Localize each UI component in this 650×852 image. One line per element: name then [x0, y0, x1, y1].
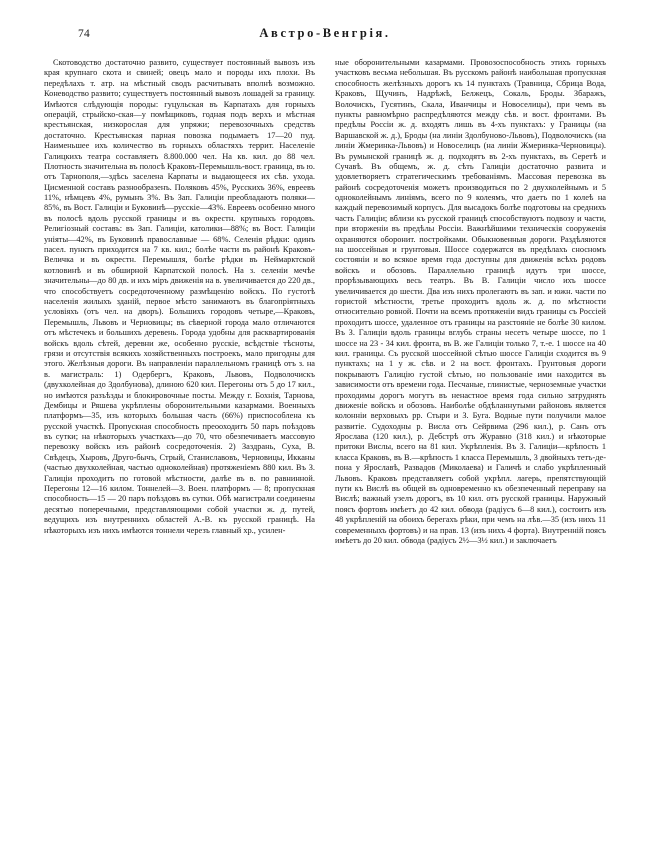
running-title: Австро-Венгрія. [259, 26, 391, 40]
page-number: 74 [78, 28, 90, 40]
page-header [44, 26, 606, 52]
paragraph: ные оборонительными казармами. Провозоспособность этихъ горныхъ участковъ весьма небольшая. Въ русскомъ районѣ наибольшая пропускная способность желѣзныхъ дорогъ къ 14 пунктахъ (Травница, Сбрица Вода, Краковъ, Щучинъ, Надрѣжѣ, Белжецъ, Сокаль, Броды. Збаражъ, Волочискъ, Гусятинъ, Скала, Иванчицы и Новоселицы), при чемъ въ пункты равномѣрно распредѣляются между сѣв. и вост. фронтами. Въ предѣлы Россіи ж. д. входятъ лишь въ 4-хъ пунктахъ: у Границы (на Варшавской ж. д.), Броды (на линіи Здолбуново-Львовъ), Подволочискъ (на линіи Жмеринка-Львовъ) и Новоселицъ (на линіи Жмеринка-Черновицы). Въ румынской границѣ ж. д. подходятъ въ 2-хъ пунктахъ, въ Серетѣ и Сучавѣ. Въ общемъ, ж. д. сѣть Галиціи достаточно развита и удовлетворяетъ стратегическимъ требованіямъ. Массовая перевозка въ районѣ сосредоточенія можетъ производиться по 2 двухколейнымъ и 5 одноколейнымъ линіямъ, всего по 9 колеямъ, что даетъ по 1 колеѣ на каждый перевозимый корпусъ. Для высадокъ болѣе подготовы на среднихъ часть Галиціи; вблизи къ русской границѣ способствуютъ подвозу и части, при вторженіи въ предѣлы Россіи. Важнѣйшими техническія сооруженія охраняются оборонит. постройками. Обыкновенныя дороги. Раздѣляются на шоссейныя и грунтовыя. Шоссе содержатся въ предѣлахъ сносномъ состояніи и во всякое время года доступны для движенія всѣхъ родовъ войскъ и обозовъ. Параллельно границѣ идутъ три шоссе, прорѣзывающихъ весь театръ. Въ В. Галиціи число ихъ шоссе увеличивается до шести. Два изъ нихъ пролегаютъ въ зап. и южн. части по гористой мѣстности, третье проходитъ вдоль ж. д. по мѣстности относительно ровной. Почти на всемъ протяженіи видъ границы съ Россіей проходитъ шоссе, удаленное отъ границы на разстояніе не болѣе 30 килом. Въ З. Галиціи вдоль границы вглубь страны несетъ четыре шоссе, по 1 шоссе на 23 - 34 кил. фронта, въ В. же Галиціи только 7, т.-е. 1 шоссе на 40 кил. границы. Съ русской шоссейной сѣтью шоссе Галиціи сходится въ 9 пунктахъ; на 1 у ж. сѣв. и 2 на вост. фронтахъ. Грунтовыя дороги покрываютъ Галицію густой сѣтью, но пользованіе ими находится въ зависимости отъ времени года. Песчаные, глинистые, черноземные участки проходимы дорогъ могутъ въ ненастное время года сильно затруднять движеніе войскъ и обозовъ. Наиболѣе обдѣланнутыми районовъ является колонніи верховыхъ рр. Стыри и З. Буга. Водные пути получили малое развитіе. Судоходны р. Висла отъ Сейрвима (296 кил.), р. Санъ отъ Ярослава (120 кил.), р. Дебстрѣ отъ Журавно (318 кил.) и нѣкоторые притоки Вислы, всего на 81 кил. Укрѣпленія. Въ З. Галиціи—крѣпость 1 класса Краковъ, въ В.—крѣпость 1 класса Перемышль, 3 двойныхъ тетъ-де-пона у Ярославѣ, Развадов (Миколаева) и Галичѣ и слабо укрѣпленный Львовъ. Краковъ представляетъ собой укрѣпл. лагерь, препятствующій пути къ Вислѣ въ общей въ одновременно къ обезпеченный переправу на Вислѣ; важный узелъ дорогъ, въ 10 кил. отъ русской границы. Наружный поясъ фортовъ имѣетъ до 42 кил. обвода (радіусъ 6—8 кил.), состоитъ изъ 48 укрѣпленій на обоихъ берегахъ рѣки, при чемъ на лѣв.—35 (изъ нихъ 11 современныхъ фортовъ) и на прав. 13 (изъ нихъ 4 форта). Внутренній поясъ имѣетъ до 20 кил. обвода (радіусъ 2½—3½ кил.) и заключаетъ [335, 58, 606, 545]
text-columns [44, 58, 606, 546]
column-left [44, 58, 315, 536]
paragraph: Скотоводство достаточно развито, существует постоянный вывозъ изъ края крупнаго скота и свиней; овецъ мало и породы ихъ плохи. Въ передѣлахъ т. атр. на мѣстный сводъ расчитывать вполнѣ возможно. Коневодство развито; существуетъ постоянный вывозъ лошадей за границу. Имѣются слѣдующія породы: гуцульская въ Карпатахъ для горныхъ операцій, стрыйско-ская—у помѣщиковъ, годная подъ верхъ и мѣстная крестьянская, низкорослая для упряжи; перевозочныхъ средствъ достаточно. Крестьянская парная повозка подымаетъ 17—20 пуд. Наименьшее ихъ количество въ горныхъ областяхъ террит. Населеніе Галицкихъ театра составляетъ 8.800.000 чел. На кв. кил. до 88 чел. Плотность значительна въ полосѣ Краковъ-Перемышль-вост. граница, въ ю. отъ Тарнополя,—здѣсь заселена Карпаты и выдающееся их сѣв. ухода. Цисменной составъ разнообразенъ. Поляковъ 45%, Русскихъ 36%, евреевъ 11%, нѣмцевъ 4%, румынъ 3%. Въ Зап. Галиціи преобладаютъ поляки—85%, въ Вост. Галиціи и Буковинѣ—русскіе—43%. Евреевъ особенно много въ полосѣ вдоль русской границы и въ окрестн. крупныхъ городовъ. Религіозный составъ: въ Зап. Галиціи, католики—88%; въ Вост. Галиціи уніяты—42%, въ Буковинѣ православные — 68%. Селенія рѣдки: одинъ пасел. пунктъ приходится на 7 кв. кил.; болѣе части въ районѣ Краковъ-Величка и въ окрестн. Перемышля, болѣе рѣдки въ Неймарктской котловинѣ и въ обширной Карпатской полосѣ. На з. селеніи мечѣе значительны—до 80 дв. и ихъ міръ движенія на в. увеличивается до 220 дв., что способствуетъ сосредоточенному размѣщенію войскъ. По густотѣ населенія жилыхъ зданій, первое мѣсто занимаютъ въ благопріятныхъ условіяхъ (отъ чел. на дворъ). Большихъ городовъ четыре,—Краковъ, Перемышль, Львовъ и Черновицы; въ сѣверной города мало отличаются отъ мѣстечекъ и большихъ деревень. Города удобны для расквартированія войскъ вдоль сѣтей, деревни же, особенно русскіе, всѣдствіе тѣсноты, грязи и отсутствія всякихъ хозяйственныхъ построекъ, мало пригодны для этого. Желѣзныя дороги. Въ направленіи параллельномъ границѣ отъ з. на в. магистраль: 1) Одербергъ, Краковъ, Львовъ, Подволочискъ (двухколейная до Здолбунова), длиною 620 кил. Перегоны отъ 5 до 17 кил., но имѣются разъѣзды и блокировочные посты. Между г. Бохнія, Тарнова, Дембицы и Ряшева укрѣплены оборонительными казармами. Военныхъ платформъ—35, изъ которыхъ большая часть (66%) приспособлена къ русской участкѣ. Пропускная способность преооходитъ 50 паръ поѣздовъ въ сутки; на нѣкоторыхъ участкахъ—до 70, что обезпечиваетъ массовую перевозку войскъ изъ районѣ сосредоточенія. 2) Заздрань, Суха, В. Свѣдецъ, Хыровъ, Друго-бычъ, Стрый, Станиславовъ, Черновицы, Икканы (частью двухколейная, частью одноколейная) протяженіемъ 880 кил. Въ З. Галиціи проходитъ по готовой мѣстности, далѣе въ в. по равнинной. Перегоны 12—16 килом. Тоннелей—3. Воен. платформъ — 8; пропускная способность—15 — 20 паръ поѣздовъ въ сутки. Обѣ магистрали соединены десятью поперечными, представляющими собой участки ж. д. путей, ведущихъ изъ внутреннихъ областей А.-В. къ русской границѣ. На нѣкоторыхъ изъ нихъ имѣются тоннели черезъ главный хр., усилен- [44, 58, 315, 535]
column-right [335, 58, 606, 546]
